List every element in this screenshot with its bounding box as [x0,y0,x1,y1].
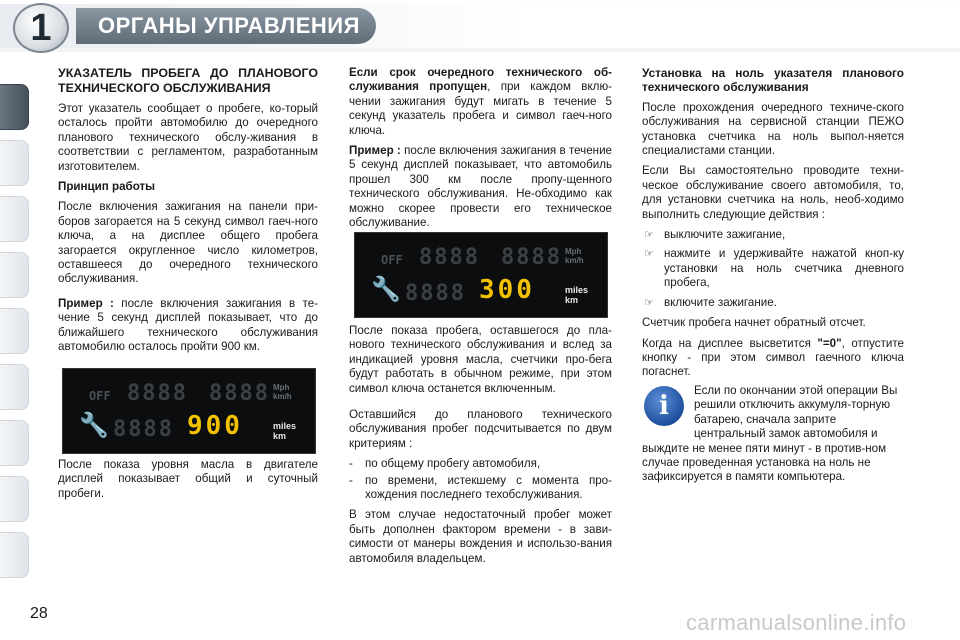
criteria-intro: Оставшийся до планового технического обслуживания пробег подсчитывается по двум критериям : [349,408,612,450]
column-middle-lower [349,324,612,572]
chapter-title: ОРГАНЫ УПРАВЛЕНИЯ [98,13,360,38]
criteria-item-text: по общему пробегу автомобиля, [365,457,541,471]
after-display-paragraph-2: После показа пробега, оставшегося до пла-нового технического обслуживания и вслед за индикацией уровня масла, счетчики про-бега будут работать в обычном режиме, при этом символ ключа останется включенным. [349,324,612,395]
chapter-tab [0,476,29,522]
example-label: Пример : [58,296,114,310]
closing-paragraph: В этом случае недостаточный пробег может быть дополнен фактором времени - в зави-симости от манеры вождения и использо-вания автомобиля владельцем. [349,508,612,565]
chapter-tab [0,140,29,186]
step-text: включите зажигание. [664,295,777,309]
chapter-tabs [0,60,34,580]
chapter-badge [8,2,74,54]
list-item: - по общему пробегу автомобиля, [349,457,541,471]
list-item [642,228,904,242]
column-left [58,66,318,361]
bullet-icon: ☞ [644,229,654,242]
reset-paragraph-3: Счетчик пробега начнет обратный отсчет. [642,316,866,330]
display-off-label: OFF [89,389,111,403]
reset-steps-list [642,228,904,310]
display-blank-digits-top: 8888 [127,381,188,406]
example-paragraph [58,297,318,355]
chapter-tab [0,420,29,466]
display-blank-digits-top-2: 8888 [501,245,562,270]
section-heading: УКАЗАТЕЛЬ ПРОБЕГА ДО ПЛАНОВОГО ТЕХНИЧЕСКОГО ОБСЛУЖИВАНИЯ [58,66,318,95]
list-item: - по времени, истекшему с момента про-хождения последнего техобслуживания. [349,473,612,502]
chapter-tab [0,532,29,578]
column-left-after-display [58,458,318,507]
display-blank-digits-top: 8888 [419,245,480,270]
chapter-tab [0,308,29,354]
example-paragraph-2 [349,144,612,230]
column-right [642,66,904,386]
p4-before: Когда на дисплее высветится [642,336,818,350]
chapter-tab [0,252,29,298]
info-icon: i [644,386,684,426]
overdue-heading: Если срок очередного технического об-служивания пропущен [349,66,612,94]
chapter-tab [0,196,29,242]
reset-paragraph-1: После прохождения очередного техниче-ского обслуживания на сервисной станции ПЕЖО установка счетчика на ноль выпол-няется специалистами станции. [642,100,904,158]
overdue-text: , при каждом вклю-чении зажигания будут мигать в течение 5 секунд указатель пробега и символ гаеч-ного ключа. [349,80,612,137]
watermark: carmanualsonline.info [686,610,907,635]
display-unit-bottom: miles km [565,285,589,305]
bullet-icon: ☞ [644,296,654,309]
wrench-icon: 🔧 [79,412,109,439]
info-text: Если по окончании этой операции Вы решили отключить аккумуля-торную батарею, сначала заприте центральный замок автомобиля и выждите не менее пяти минут - в против-ном случае проведенная установка на ноль не зафиксируется в памяти компьютера. [642,384,898,484]
display-blank-digits-top-2: 8888 [209,381,270,406]
p4-code: "=0" [817,336,842,350]
criteria-list [349,457,612,502]
example-text-2: после включения зажигания в течение 5 секунд дисплей показывает, что автомобиль прошел 300 км после пропу-щенного технического обслуживания. Не-обходимо как можно скорее провести его техническое обслуживание. [349,144,612,230]
chapter-number: 1 [13,3,69,53]
info-note [642,384,904,485]
overdue-paragraph [349,66,612,138]
p4-after: , отпустите кнопку - при этом символ гаечного ключа погаснет. [642,336,904,379]
list-item [642,296,904,310]
reset-heading: Установка на ноль указателя планового технического обслуживания [642,66,904,95]
criteria-item-text: по времени, истекшему с момента про-хождения последнего техобслуживания. [365,473,612,502]
principle-paragraph: После включения зажигания на панели при-боров загорается на 5 секунд символ гаеч-ного ключа, а на дисплее общего пробега загорается округленное число километров, оставшееся до очередного технического обслуживания. [58,200,318,286]
chapter-tab-active [0,84,29,130]
page-header [0,0,960,52]
odometer-display-900 [62,368,316,454]
principle-heading: Принцип работы [58,180,156,194]
display-value: 900 [187,411,243,441]
display-blank-digits-bottom: 8888 [405,281,466,306]
display-off-label: OFF [381,253,403,267]
display-value: 300 [479,275,535,305]
odometer-display-300 [354,232,608,318]
after-display-paragraph: После показа уровня масла в двигателе дисплей показывает общий и суточный пробеги. [58,458,318,500]
reset-paragraph-2: Если Вы самостоятельно проводите техни-ческое обслуживание своего автомобиля, то, для установки счетчика на ноль, необ-ходимо выполнить следующие действия : [642,164,904,221]
example-text: после включения зажигания в те-чение 5 секунд дисплей показывает, что до ближайшего технического обслуживания автомобилю осталось пройти 900 км. [58,296,319,354]
display-unit-bottom: miles km [273,421,297,441]
display-unit-top: Mph km/h [565,247,584,265]
example-label-2: Пример : [349,144,401,158]
reset-paragraph-4 [642,337,904,380]
display-blank-digits-bottom: 8888 [113,417,174,442]
page-number: 28 [30,605,48,622]
list-item [642,247,904,290]
chapter-tab [0,364,29,410]
wrench-icon: 🔧 [371,276,401,303]
step-text: нажмите и удерживайте нажатой кноп-ку установки на ноль счетчика дневного пробега, [664,247,904,290]
display-unit-top: Mph km/h [273,383,292,401]
step-text: выключите зажигание, [664,228,786,242]
bullet-icon: ☞ [644,248,654,261]
column-middle [349,66,612,236]
chapter-title-tab [76,8,376,44]
intro-paragraph: Этот указатель сообщает о пробеге, ко-торый осталось пройти автомобилю до очередного планового технического обслу-живания в соответствии с регламентом, разработанным изготовителем. [58,102,318,173]
